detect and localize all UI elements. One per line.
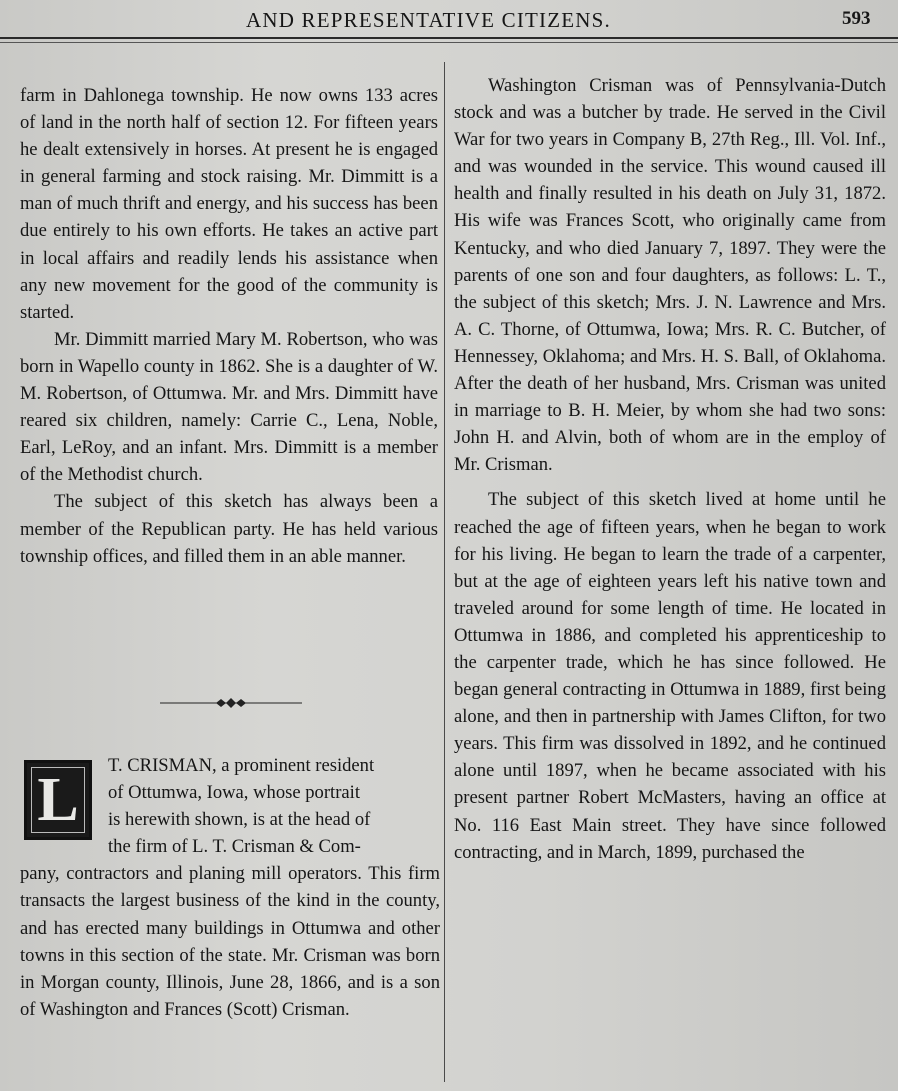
washington-crisman-paragraph: Washington Crisman was of Pennsylvania-Dutch stock and was a butcher by trade. He served in the Civil War for two years in Company B, 27th Reg., Ill. Vol. Inf., and was wounded in the service. This wound caused ill health and finally resulted in his death on July 31, 1872. His wife was Frances Scott, who originally came from Kentucky, and who died January 7, 1897. They were the parents of one son and four daughters, as follows: L. T., the subject of this sketch; Mrs. J. N. Lawrence and Mrs. A. C. Thorne, of Ottumwa, Iowa; Mrs. R. C. Butcher, of Hennessey, Oklahoma; and Mrs. H. S. Ball, of Oklahoma. After the death of her husband, Mrs. Crisman was united in marriage to B. H. Meier, by whom she had two sons: John H. and Alvin, both of whom are in the employ of Mr. Crisman. [454, 75, 886, 476]
crisman-line-4: the firm of L. T. Crisman & Com- [108, 836, 361, 858]
crisman-paragraph-rest: pany, contractors and planing mill operators. This firm transacts the largest business of the kind in the county, and has erected many buildings in Ottumwa and other towns in this section of the state. Mr. Crisman was born in Morgan county, Illinois, June 28, 1866, and is a son of Washington and Frances (Scott) Crisman. [20, 863, 440, 1020]
crisman-line-1: T. CRISMAN, a prominent resident [108, 755, 375, 776]
crisman-career-paragraph: The subject of this sketch lived at home until he reached the age of fifteen years, when he began to work for his living. He began to learn the trade of a carpenter, but at the age of eighteen years left his native town and traveled around for some length of time. He located in Ottumwa in 1886, and completed his apprenticeship to the carpenter trade, which he has since followed. He began general contracting in Ottumwa in 1889, first being alone, and then in partnership with James Clifton, for two years. This firm was dissolved in 1892, and he continued alone until 1897, when he became associated with his present partner Robert McMasters, having an office at No. 116 East Main street. They have since followed contracting, and in March, 1899, purchased the [454, 489, 886, 863]
dimmitt-paragraph-1: farm in Dahlonega township. He now owns 133 acres of land in the north half of section 12. For fifteen years he dealt extensively in horses. At present he is engaged in general farming and stock raising. Mr. Dimmitt is a man of much thrift and energy, and his success has been due entirely to his own efforts. He takes an active part in local affairs and readily lends his assistance when any new movement for the good of the community is started. [20, 85, 438, 323]
section-ornament [160, 690, 302, 716]
crisman-biography-opening [20, 752, 440, 1023]
crisman-line-3: is herewith shown, is at the head of [108, 809, 371, 831]
dimmitt-paragraph-2: Mr. Dimmitt married Mary M. Robertson, who was born in Wapello county in 1862. She is a daughter of W. M. Robertson, of Ottumwa. Mr. and Mrs. Dimmitt have reared six children, namely: Carrie C., Lena, Noble, Earl, LeRoy, and an infant. Mrs. Dimmitt is a member of the Methodist church. [20, 328, 438, 486]
right-column [454, 72, 886, 866]
running-head: AND REPRESENTATIVE CITIZENS. [246, 8, 611, 32]
dimmitt-paragraph-3: The subject of this sketch has always been a member of the Republican party. He has held various township offices, and filled them in an able manner. [20, 491, 438, 567]
header-rule-thin [0, 42, 898, 43]
crisman-line-2: of Ottumwa, Iowa, whose portrait [108, 782, 360, 804]
left-column [20, 82, 438, 570]
page-header [0, 4, 898, 36]
column-divider [444, 62, 445, 1082]
drop-cap-letter: L [37, 766, 79, 834]
header-rule [0, 37, 898, 39]
page-number: 593 [842, 8, 871, 29]
